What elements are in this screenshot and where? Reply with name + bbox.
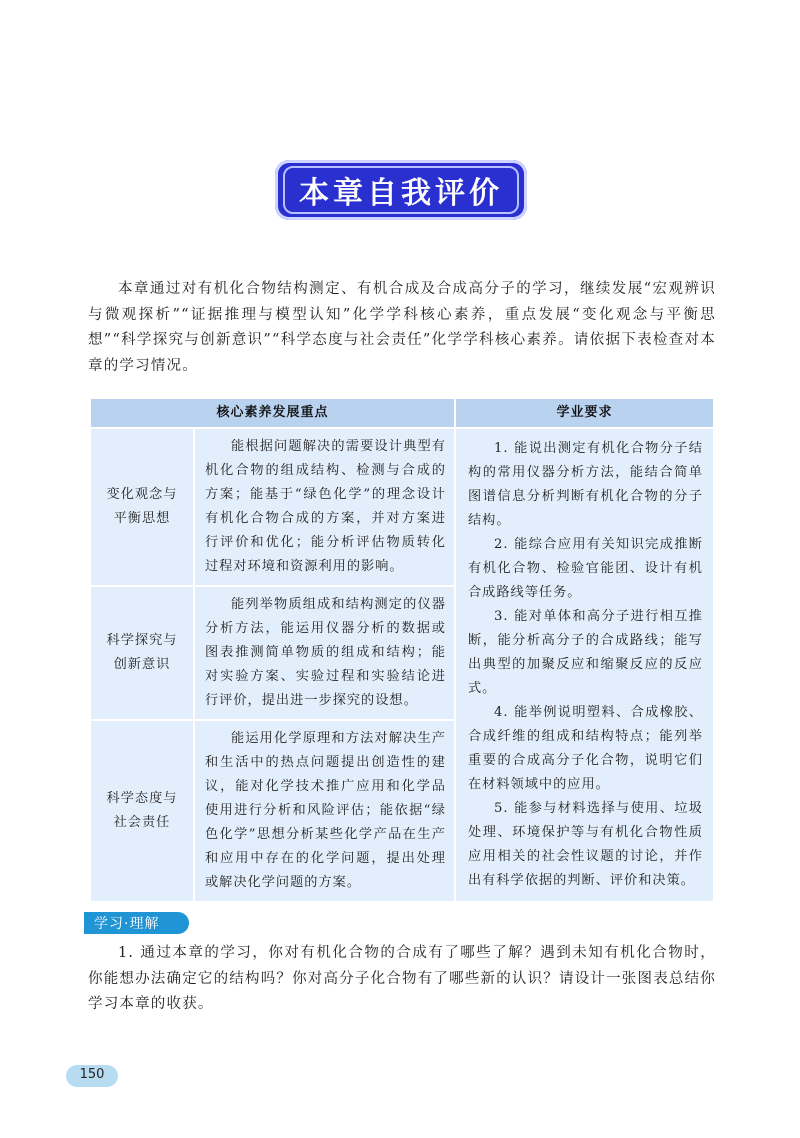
requirement-item: 5. 能参与材料选择与使用、垃圾处理、环境保护等与有机化合物性质应用相关的社会性议题的讨论，并作出有科学依据的判断、评价和决策。 xyxy=(468,801,703,888)
description-cell xyxy=(194,586,455,720)
competency-cell xyxy=(90,720,194,902)
question-1: 1. 通过本章的学习，你对有机化合物的合成有了哪些了解？遇到未知有机化合物时，你能想办法确定它的结构吗？你对高分子化合物有了哪些新的认识？请设计一张图表总结你学习本章的收获。 xyxy=(88,945,716,1012)
page-number-badge xyxy=(66,1065,118,1087)
competency-line: 科学探究与 xyxy=(106,633,178,648)
section-tag xyxy=(84,912,189,934)
requirement-item: 1. 能说出测定有机化合物分子结构的常用仪器分析方法，能结合简单图谱信息分析判断有机化合物的分子结构。 xyxy=(468,441,703,528)
page-title: 本章自我评价 xyxy=(299,176,503,211)
section-tag-label: 学习·理解 xyxy=(94,916,160,932)
chapter-title-banner xyxy=(275,160,527,220)
competency-line: 平衡思想 xyxy=(113,511,171,526)
title-frame xyxy=(283,166,519,214)
intro-text: 本章通过对有机化合物结构测定、有机合成及合成高分子的学习，继续发展“宏观辨识与微观探析”“证据推理与模型认知”化学学科核心素养，重点发展“变化观念与平衡思想”“科学探究与创新意识”“科学态度与社会责任”化学学科核心素养。请依据下表检查对本章的学习情况。 xyxy=(88,281,716,374)
competency-line: 创新意识 xyxy=(113,657,171,672)
competency-line: 变化观念与 xyxy=(106,487,178,502)
description-text: 能根据问题解决的需要设计典型有机化合物的组成结构、检测与合成的方案；能基于“绿色化学”的理念设计有机化合物合成的方案，并对方案进行评价和优化；能分析评估物质转化过程对环境和资源利用的影响。 xyxy=(205,439,446,574)
table-header-competency: 核心素养发展重点 xyxy=(90,398,455,428)
competency-line: 科学态度与 xyxy=(106,791,178,806)
page-number: 150 xyxy=(79,1067,105,1082)
description-cell xyxy=(194,720,455,902)
requirement-item: 4. 能举例说明塑料、合成橡胶、合成纤维的组成和结构特点；能列举重要的合成高分子化合物，说明它们在材料领域中的应用。 xyxy=(468,705,703,792)
table-row xyxy=(90,428,714,586)
description-text: 能运用化学原理和方法对解决生产和生活中的热点问题提出创造性的建议，能对化学技术推广应用和化学品使用进行分析和风险评估；能依据“绿色化学”思想分析某些化学产品在生产和应用中存在的化学问题，提出处理或解决化学问题的方案。 xyxy=(205,731,446,890)
competency-line: 社会责任 xyxy=(113,815,171,830)
competency-cell xyxy=(90,428,194,586)
table-header-requirements: 学业要求 xyxy=(455,398,714,428)
description-text: 能列举物质组成和结构测定的仪器分析方法，能运用仪器分析的数据或图表推测简单物质的组成和结构；能对实验方案、实验过程和实验结论进行评价，提出进一步探究的设想。 xyxy=(205,597,446,708)
competency-cell xyxy=(90,586,194,720)
self-evaluation-table xyxy=(89,397,715,903)
requirement-item: 3. 能对单体和高分子进行相互推断，能分析高分子的合成路线；能写出典型的加聚反应和缩聚反应的反应式。 xyxy=(468,609,703,696)
requirement-item: 2. 能综合应用有关知识完成推断有机化合物、检验官能团、设计有机合成路线等任务。 xyxy=(468,537,703,600)
intro-paragraph xyxy=(88,277,716,379)
requirements-cell xyxy=(455,428,714,902)
description-cell xyxy=(194,428,455,586)
